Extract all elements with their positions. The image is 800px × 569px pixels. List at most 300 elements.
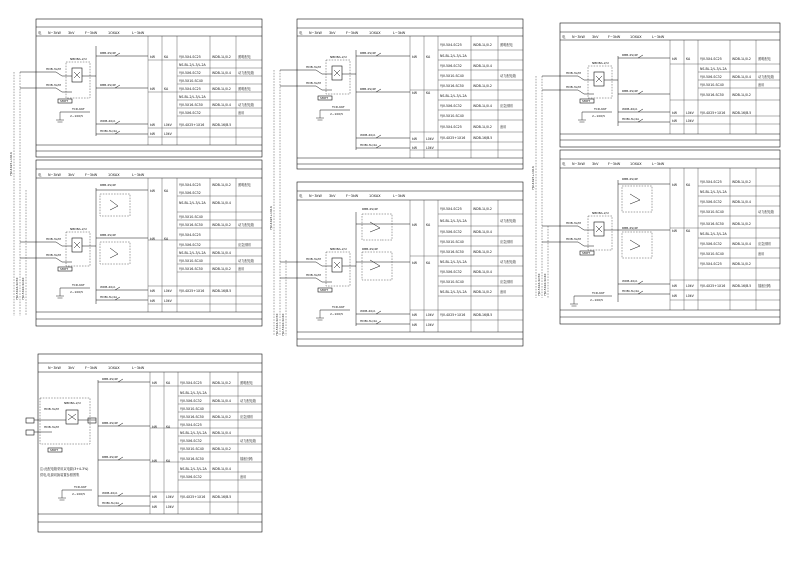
panel-e-c5: YJV-5X16-SC50 bbox=[700, 93, 724, 97]
panel-c-h3: F~3kW bbox=[346, 31, 359, 35]
panel-b-h5: L~3kW bbox=[132, 173, 145, 177]
panel-f-c6: NS-BL-2/L-3/L-2A bbox=[700, 232, 727, 236]
panel-b-l5: 备用 bbox=[238, 267, 245, 271]
panel-b-meter: SMPT bbox=[60, 267, 69, 271]
panel-g-unit8: L0kV bbox=[166, 495, 174, 499]
panel-g-unit3: kW bbox=[152, 425, 157, 429]
panel-c-in1: HDB-3L/M bbox=[306, 65, 321, 69]
panel-f bbox=[542, 150, 780, 324]
panel-a-unit1: kW bbox=[150, 55, 155, 59]
panel-f-h1: N~3kW bbox=[572, 162, 585, 166]
panel-a-in2: HDB-3L/M bbox=[46, 83, 61, 87]
panel-c bbox=[280, 19, 523, 169]
panel-f-f5: WDB-1L/0.2 bbox=[732, 262, 751, 266]
panel-d-c9: NS-BL-2/L-3/L-2A bbox=[440, 290, 467, 294]
panel-a-c7: YJV-5X16-SC50 bbox=[179, 103, 203, 107]
panel-g-unit7: kW bbox=[152, 495, 157, 499]
center-bus-label-2: YJV-5X16-SC50 bbox=[275, 313, 279, 336]
panel-b-h4: 1OXAX bbox=[108, 173, 120, 177]
panel-c-f6: WDB-16/B.5 bbox=[473, 136, 493, 140]
panel-e-ct2: 2~100/5 bbox=[592, 114, 606, 118]
panel-e-l2: 动力配电箱 bbox=[758, 75, 774, 79]
panel-g-in1: HDB-3L/M bbox=[44, 407, 59, 411]
panel-b-c7: YJV-5X6-SC32 bbox=[179, 243, 201, 247]
panel-f-h5: L~3kW bbox=[652, 162, 665, 166]
panel-a-b2: RBB-4S/4P bbox=[100, 83, 116, 87]
right-bus-label-1: YJV-4X25+1X16 bbox=[531, 166, 535, 190]
panel-a-f5: WDB-16/B.5 bbox=[212, 123, 232, 127]
panel-e-b1: RBB-4S/4P bbox=[622, 53, 638, 57]
panel-e-h5: L~3kW bbox=[652, 35, 665, 39]
panel-b-in2: HDB-3L/M bbox=[46, 253, 61, 257]
panel-d-h5: L~3kW bbox=[393, 194, 406, 198]
panel-b-l1: 照明配电 bbox=[238, 183, 251, 187]
panel-g-c8: YJV-5X6-SC32 bbox=[180, 439, 202, 443]
panel-g-l6: 备用 bbox=[240, 475, 247, 479]
panel-g-unit6: KA bbox=[166, 459, 171, 463]
right-bus-label-3: YJV-5X10-SC40 bbox=[543, 273, 547, 296]
panel-a-l5: 备用 bbox=[238, 111, 245, 115]
panel-g-b3: RBB-4S/4P bbox=[102, 455, 118, 459]
panel-a-c1: YJV-5X4-SC25 bbox=[179, 55, 201, 59]
panel-f-h3: F~3kW bbox=[608, 162, 621, 166]
panel-g-b2: RBB-4S/4P bbox=[102, 421, 118, 425]
panel-e-in2: HDB-3L/M bbox=[566, 85, 581, 89]
right-bus-labels bbox=[531, 76, 548, 298]
panel-e-unit2: KA bbox=[686, 57, 691, 61]
panel-d-b2: RBB-4S/4P bbox=[362, 247, 378, 251]
panel-f-ct: TCD-KKT bbox=[592, 291, 605, 295]
panel-g-c9: YJV-5X10-SC40 bbox=[180, 447, 204, 451]
panel-d-unit3: kW bbox=[412, 261, 417, 265]
left-bus-label-1: YJV-4X25+1X16 bbox=[9, 152, 13, 176]
panel-f-b4: HDBI-3L/4A bbox=[622, 289, 640, 293]
panel-c-f3: WDB-1L/0.2 bbox=[473, 84, 492, 88]
panel-f-ct2: 2~100/5 bbox=[590, 298, 604, 302]
panel-e-c3: YJV-5X6-SC32 bbox=[700, 75, 722, 79]
panel-f-unit6: L0kV bbox=[686, 284, 694, 288]
panel-g-b1: RBB-4S/4P bbox=[102, 377, 118, 381]
panel-g-unit9: kW bbox=[152, 505, 157, 509]
panel-a-f3: WDB-1L/0.2 bbox=[212, 87, 231, 91]
panel-c-l1: 照明配电 bbox=[500, 43, 513, 47]
panel-g-unit2: KA bbox=[166, 381, 171, 385]
panel-d-f6: WDB-16/B.5 bbox=[473, 313, 493, 317]
panel-g-unit4: KA bbox=[166, 425, 171, 429]
panel-b-b3: WDB-40/A bbox=[100, 285, 116, 289]
panel-e-dual: NBDBA-2/U bbox=[592, 61, 609, 65]
panel-e-b3: WDB-40/A bbox=[622, 107, 638, 111]
panel-d-h4: 1OXAX bbox=[369, 194, 381, 198]
panel-f-h4: 1OXAX bbox=[630, 162, 642, 166]
panel-e-c1: YJV-5X4-SC25 bbox=[700, 57, 722, 61]
panel-d-c6: NS-BL-2/L-3/L-2A bbox=[440, 260, 467, 264]
panel-d-l3: 动力配电箱 bbox=[500, 260, 516, 264]
panel-d-dual: NBDBA-2/U bbox=[330, 247, 347, 251]
panel-d-b1: RBB-4S/4P bbox=[362, 207, 378, 211]
panel-d-in1: HDB-3L/M bbox=[306, 257, 321, 261]
panel-a-f2: WDB-1L/0.4 bbox=[212, 71, 231, 75]
panel-c-c4: YJV-5X10-SC40 bbox=[440, 74, 464, 78]
panel-e-f4: WDB-16/B.5 bbox=[732, 111, 752, 115]
panel-a-b4: HDBI-3L/4A bbox=[100, 129, 118, 133]
panel-f-c2: NS-BL-2/L-3/L-2A bbox=[700, 190, 727, 194]
panel-d-c4: YJV-5X10-SC40 bbox=[440, 240, 464, 244]
panel-a-h4: 1OXAX bbox=[108, 31, 120, 35]
panel-g bbox=[26, 354, 262, 532]
panel-b-h1: N~3kW bbox=[48, 173, 61, 177]
panel-b-ct2: 2~100/5 bbox=[70, 290, 84, 294]
panel-a-unit5: kW bbox=[150, 123, 155, 127]
panel-f-unit1: kW bbox=[672, 183, 677, 187]
panel-c-b1: RBB-4S/4P bbox=[360, 51, 376, 55]
panel-f-meter: SMPT bbox=[582, 251, 591, 255]
panel-a-c6: NS-BL-2/L-3/L-2A bbox=[179, 95, 206, 99]
panel-f-f3: WDB-1L/0.2 bbox=[732, 222, 751, 226]
panel-e-l1: 照明配电 bbox=[758, 57, 771, 61]
panel-d-f1: WDB-1L/0.2 bbox=[473, 207, 492, 211]
panel-g-note-2: 供电,电源切换装置参照图集 bbox=[40, 473, 80, 477]
panel-b-c3: NS-BL-2/L-3/L-2A bbox=[179, 201, 206, 205]
panel-b-b2: RBB-4S/4P bbox=[100, 233, 116, 237]
panel-c-ct2: 2~100/5 bbox=[330, 112, 344, 116]
panel-e bbox=[542, 23, 780, 147]
panel-b-unit6: L0kV bbox=[164, 289, 172, 293]
panel-g-b5: HDBI-3L/4A bbox=[102, 501, 120, 505]
panel-e-b2: RBB-4S/4P bbox=[622, 89, 638, 93]
panel-e-h2: 3kV bbox=[592, 35, 599, 39]
panel-a-unit8: L0kV bbox=[164, 132, 172, 136]
panel-a-ct2: 2~100/5 bbox=[70, 114, 84, 118]
panel-f-b2: RBB-4S/4P bbox=[622, 226, 638, 230]
panel-b-unit2: KA bbox=[164, 189, 169, 193]
panel-g-c6: YJV-5X4-SC25 bbox=[180, 423, 202, 427]
panel-e-c4: YJV-5X10-SC40 bbox=[700, 83, 724, 87]
panel-g-c3: YJV-5X6-SC32 bbox=[180, 399, 202, 403]
panel-g-f7: WDB-16/B.5 bbox=[212, 495, 232, 499]
panel-g-h3: F~3kW bbox=[85, 366, 98, 370]
panel-g-note-1: 注:此配电箱采用双电源(3+4-3%) bbox=[40, 467, 89, 471]
panel-b-f6: WDB-16/B.5 bbox=[212, 289, 232, 293]
panel-d-b3: WDB-40/A bbox=[360, 309, 376, 313]
panel-c-f5: WDB-1L/0.2 bbox=[473, 125, 492, 129]
panel-g-c7: NS-BL-2/L-3/L-2A bbox=[180, 431, 207, 435]
panel-f-in1: HDB-3L/M bbox=[566, 221, 581, 225]
panel-f-l1: 动力配电箱 bbox=[758, 210, 774, 214]
panel-c-l2: 动力配电箱 bbox=[500, 74, 516, 78]
panel-b bbox=[20, 160, 262, 326]
panel-a-c4: YJV-5X10-SC40 bbox=[179, 79, 203, 83]
panel-e-unit4: L0kV bbox=[686, 111, 694, 115]
panel-g-h5: L~3kW bbox=[132, 366, 145, 370]
panel-b-c1: YJV-5X4-SC25 bbox=[179, 183, 201, 187]
panel-b-h3: F~3kW bbox=[85, 173, 98, 177]
panel-c-f2: WDB-1L/0.4 bbox=[473, 64, 492, 68]
panel-d-b4: HDBI-3L/4A bbox=[360, 319, 378, 323]
panel-e-unit5: kW bbox=[672, 119, 677, 123]
panel-a-unit3: kW bbox=[150, 87, 155, 91]
panel-g-h2: 3kV bbox=[68, 366, 75, 370]
panel-d-in2: HDB-3L/M bbox=[306, 273, 321, 277]
panel-a-dual: NBDBA-2/U bbox=[70, 57, 87, 61]
panel-g-unit1: kW bbox=[152, 381, 157, 385]
panel-f-c3: YJV-5X6-SC32 bbox=[700, 200, 722, 204]
panel-c-ct: TCD-KKT bbox=[332, 105, 345, 109]
panel-d-unit8: L0kV bbox=[426, 323, 434, 327]
panel-d-h3: F~3kW bbox=[346, 194, 359, 198]
panel-a-unit2: KA bbox=[164, 55, 169, 59]
panel-g-l3: 应急照明 bbox=[240, 415, 253, 419]
panel-f-unit3: kW bbox=[672, 229, 677, 233]
panel-f-l3: 备用 bbox=[758, 252, 765, 256]
panel-c-c3: YJV-5X6-SC32 bbox=[440, 64, 462, 68]
panel-b-l3: 应急照明 bbox=[238, 243, 251, 247]
panel-b-c8: NS-BL-2/L-3/L-2A bbox=[179, 251, 206, 255]
panel-e-unit1: kW bbox=[672, 57, 677, 61]
panel-d-unit1: kW bbox=[412, 223, 417, 227]
panel-a-l3: 照明配电 bbox=[238, 87, 251, 91]
panel-f-c10: YJV-4X25+1X16 bbox=[700, 284, 726, 288]
panel-g-c1: YJV-5X4-SC25 bbox=[180, 381, 202, 385]
panel-c-b4: HDBI-3L/4A bbox=[360, 143, 378, 147]
panel-c-c1: YJV-5X4-SC25 bbox=[440, 43, 462, 47]
panel-e-meter: SMPT bbox=[582, 99, 591, 103]
panel-a-b1: RBB-4S/4P bbox=[100, 51, 116, 55]
panel-g-unit5: kW bbox=[152, 459, 157, 463]
center-bus-labels bbox=[269, 70, 286, 336]
panel-e-b4: HDBI-3L/4A bbox=[622, 117, 640, 121]
panel-d-l5: 备用 bbox=[500, 290, 507, 294]
panel-a-unit6: L0kV bbox=[164, 123, 172, 127]
panel-d-unit2: KA bbox=[426, 223, 431, 227]
panel-b-c4: YJV-5X10-SC40 bbox=[179, 215, 203, 219]
panel-g-ct2: 2~100/5 bbox=[72, 492, 86, 496]
panel-c-c9: YJV-5X4-SC25 bbox=[440, 125, 462, 129]
panel-a-ct: TCD-KKT bbox=[72, 107, 85, 111]
panel-c-unit1: kW bbox=[412, 55, 417, 59]
panel-c-c6: NS-BL-2/L-3/L-2A bbox=[440, 94, 467, 98]
panel-g-c13: YJV-4X25+1X16 bbox=[180, 495, 206, 499]
panel-b-b4: HDBI-3L/4A bbox=[100, 295, 118, 299]
panel-g-l4: 动力配电箱 bbox=[240, 439, 256, 443]
panel-b-unit7: kW bbox=[150, 299, 155, 303]
panel-c-h5: L~3kW bbox=[393, 31, 406, 35]
panel-a-c9: YJV-4X25+1X16 bbox=[179, 123, 205, 127]
panel-d-f4: WDB-1L/0.4 bbox=[473, 270, 492, 274]
panel-d-f3: WDB-1L/0.2 bbox=[473, 250, 492, 254]
panel-b-unit1: kW bbox=[150, 189, 155, 193]
panel-e-unit6: L0kV bbox=[686, 119, 694, 123]
left-bus-label-2: YJV-5X16-SC50 bbox=[15, 277, 19, 300]
panel-g-in2: HDB-3L/M bbox=[44, 425, 59, 429]
panel-g-c5: YJV-5X16-SC50 bbox=[180, 415, 204, 419]
panel-b-unit8: L0kV bbox=[164, 299, 172, 303]
right-bus-label-2: YJV-5X16-SC50 bbox=[537, 273, 541, 296]
panel-c-h2: 3kV bbox=[329, 31, 336, 35]
panel-a-unit4: KA bbox=[164, 87, 169, 91]
panel-g-f3: WDB-1L/0.2 bbox=[212, 415, 231, 419]
panel-g-c11: NS-BL-2/L-3/L-2A bbox=[180, 467, 207, 471]
panel-a-meter: SMPT bbox=[60, 99, 69, 103]
panel-c-b3: WDB-40/A bbox=[360, 133, 376, 137]
panel-f-dual: NBDBA-2/U bbox=[592, 211, 609, 215]
panel-a-h2: 3kV bbox=[68, 31, 75, 35]
panel-b-c10: YJV-5X16-SC50 bbox=[179, 267, 203, 271]
panel-f-f4: WDB-1L/0.4 bbox=[732, 242, 751, 246]
panel-d-c8: YJV-5X10-SC40 bbox=[440, 280, 464, 284]
panel-d-unit4: KA bbox=[426, 261, 431, 265]
panel-e-f2: WDB-1L/0.4 bbox=[732, 75, 751, 79]
panel-e-h4: 1OXAX bbox=[630, 35, 642, 39]
panel-f-h2: 3kV bbox=[592, 162, 599, 166]
panel-f-unit8: L0kV bbox=[686, 294, 694, 298]
panel-b-unit3: kW bbox=[150, 237, 155, 241]
panel-b-f3: WDB-1L/0.2 bbox=[212, 223, 231, 227]
center-bus-label-3: YJV-5X10-SC40 bbox=[281, 313, 285, 336]
panel-a-f1: WDB-1L/0.2 bbox=[212, 55, 231, 59]
panel-e-h1: N~3kW bbox=[572, 35, 585, 39]
panel-g-c12: YJV-5X6-SC32 bbox=[180, 475, 202, 479]
panel-f-unit5: kW bbox=[672, 284, 677, 288]
panel-d-f2: WDB-1L/0.4 bbox=[473, 230, 492, 234]
panel-b-h2: 3kV bbox=[68, 173, 75, 177]
panel-d-f5: WDB-1L/0.2 bbox=[473, 290, 492, 294]
panel-c-c10: YJV-4X25+1X16 bbox=[440, 136, 466, 140]
panel-e-f1: WDB-1L/0.2 bbox=[732, 57, 751, 61]
svg-text:电: 电 bbox=[38, 31, 42, 35]
panel-d bbox=[280, 182, 523, 346]
panel-f-c5: YJV-5X16-SC50 bbox=[700, 222, 724, 226]
panel-b-dual: NBDBA-2/U bbox=[70, 227, 87, 231]
panel-b-c11: YJV-4X25+1X16 bbox=[179, 289, 205, 293]
panel-g-h4: 1OXAX bbox=[108, 366, 120, 370]
panel-f-l4: 插座回路 bbox=[758, 284, 771, 288]
panel-c-f1: WDB-1L/0.2 bbox=[473, 43, 492, 47]
left-bus-label-3: YJV-5X10-SC40 bbox=[21, 277, 25, 300]
panel-f-l2: 应急照明 bbox=[758, 242, 771, 246]
panel-g-ct: TCD-KKT bbox=[74, 485, 87, 489]
panel-g-b4: WDB-40/A bbox=[102, 491, 118, 495]
panel-d-h2: 3kV bbox=[329, 194, 336, 198]
panel-g-l5: 插座回路 bbox=[240, 457, 253, 461]
panel-c-unit6: L0kV bbox=[426, 137, 434, 141]
panel-g-h1: N~3kW bbox=[48, 366, 61, 370]
panel-g-unit10: L0kV bbox=[166, 505, 174, 509]
svg-text:电: 电 bbox=[299, 194, 303, 198]
panel-c-c8: YJV-5X10-SC40 bbox=[440, 114, 464, 118]
svg-text:电: 电 bbox=[562, 162, 566, 166]
panel-a-l4: 动力配电箱 bbox=[238, 103, 254, 107]
panel-f-f6: WDB-16/B.5 bbox=[732, 284, 752, 288]
panel-c-h4: 1OXAX bbox=[369, 31, 381, 35]
svg-text:电: 电 bbox=[299, 31, 303, 35]
panel-f-f1: WDB-1L/0.2 bbox=[732, 180, 751, 184]
panel-e-unit3: kW bbox=[672, 111, 677, 115]
panel-a-c8: YJV-5X6-SC32 bbox=[179, 111, 201, 115]
panel-a-h5: L~3kW bbox=[132, 31, 145, 35]
panel-d-l4: 应急照明 bbox=[500, 280, 513, 284]
panel-d-unit5: kW bbox=[412, 313, 417, 317]
panel-d-l1: 动力配电箱 bbox=[500, 219, 516, 223]
panel-c-l4: 备用 bbox=[500, 125, 507, 129]
panel-c-unit5: kW bbox=[412, 137, 417, 141]
panel-c-dual: NBDBA-2/U bbox=[330, 55, 347, 59]
panel-c-unit3: kW bbox=[412, 91, 417, 95]
panel-e-c2: NS-BL-2/L-3/L-2A bbox=[700, 67, 727, 71]
panel-a-unit7: kW bbox=[150, 132, 155, 136]
panel-e-f3: WDB-1L/0.2 bbox=[732, 93, 751, 97]
panel-c-in2: HDB-3L/M bbox=[306, 81, 321, 85]
panel-d-meter: SMPT bbox=[320, 288, 329, 292]
panel-a-l1: 照明配电 bbox=[238, 55, 251, 59]
panel-c-unit2: KA bbox=[426, 55, 431, 59]
panel-g-c2: NS-BL-2/L-3/L-2A bbox=[180, 391, 207, 395]
panel-f-c8: YJV-5X10-SC40 bbox=[700, 252, 724, 256]
panel-e-in1: HDB-3L/M bbox=[566, 71, 581, 75]
panel-a-b3: WDB-40/A bbox=[100, 119, 116, 123]
panel-e-l3: 备用 bbox=[758, 83, 765, 87]
panel-g-l1: 照明配电 bbox=[240, 381, 253, 385]
panel-a-l2: 动力配电箱 bbox=[238, 71, 254, 75]
panel-g-f4: WDB-1L/0.4 bbox=[212, 431, 231, 435]
panel-c-unit4: KA bbox=[426, 91, 431, 95]
panel-d-h1: N~3kW bbox=[309, 194, 322, 198]
panel-a-c3: YJV-5X6-SC32 bbox=[179, 71, 201, 75]
panel-e-ct: TCD-KKT bbox=[594, 107, 607, 111]
panel-b-c2: YJV-5X6-SC32 bbox=[179, 191, 201, 195]
panel-d-c1: YJV-5X4-SC25 bbox=[440, 207, 462, 211]
panel-b-unit4: KA bbox=[164, 237, 169, 241]
panel-c-b2: RBB-4S/4P bbox=[360, 87, 376, 91]
panel-b-c9: YJV-5X10-SC40 bbox=[179, 259, 203, 263]
panel-c-c5: YJV-5X16-SC50 bbox=[440, 84, 464, 88]
panel-b-l2: 动力配电箱 bbox=[238, 223, 254, 227]
panel-g-f1: WDB-1L/0.2 bbox=[212, 381, 231, 385]
panel-c-meter: SMPT bbox=[320, 96, 329, 100]
panel-g-c4: YJV-5X10-SC40 bbox=[180, 407, 204, 411]
panel-g-meter: SMPT bbox=[50, 448, 59, 452]
panel-g-f2: WDB-1L/0.4 bbox=[212, 399, 231, 403]
panel-c-h1: N~3kW bbox=[309, 31, 322, 35]
panel-d-c7: YJV-5X6-SC32 bbox=[440, 270, 462, 274]
panel-f-unit4: KA bbox=[686, 229, 691, 233]
panel-g-dual: NBDBA-2/U bbox=[64, 401, 81, 405]
panel-d-unit7: kW bbox=[412, 323, 417, 327]
panel-c-f4: WDB-1L/0.4 bbox=[473, 104, 492, 108]
panel-a-h1: N~3kW bbox=[48, 31, 61, 35]
panel-g-c10: YJV-5X16-SC50 bbox=[180, 457, 204, 461]
panel-d-c3: YJV-5X6-SC32 bbox=[440, 230, 462, 234]
left-bus-labels bbox=[9, 72, 26, 316]
panel-a-c2: NS-BL-2/L-3/L-2A bbox=[179, 63, 206, 67]
panel-d-ct2: 2~100/5 bbox=[330, 312, 344, 316]
panel-b-in1: HDB-3L/M bbox=[46, 237, 61, 241]
panel-f-c1: YJV-5X4-SC25 bbox=[700, 180, 722, 184]
panel-f-f2: WDB-1L/0.4 bbox=[732, 200, 751, 204]
panel-e-h3: F~3kW bbox=[608, 35, 621, 39]
panel-b-f2: WDB-1L/0.4 bbox=[212, 201, 231, 205]
panel-d-c5: YJV-5X16-SC50 bbox=[440, 250, 464, 254]
panel-f-c7: YJV-5X6-SC32 bbox=[700, 242, 722, 246]
panel-b-l4: 动力配电箱 bbox=[238, 259, 254, 263]
panel-c-unit8: L0kV bbox=[426, 146, 434, 150]
svg-text:电: 电 bbox=[562, 35, 566, 39]
panel-f-c4: YJV-5X10-SC40 bbox=[700, 210, 724, 214]
svg-text:电: 电 bbox=[38, 173, 42, 177]
panel-b-f5: WDB-1L/0.2 bbox=[212, 267, 231, 271]
panel-b-unit5: kW bbox=[150, 289, 155, 293]
panel-a-in1: HDB-3L/M bbox=[46, 67, 61, 71]
